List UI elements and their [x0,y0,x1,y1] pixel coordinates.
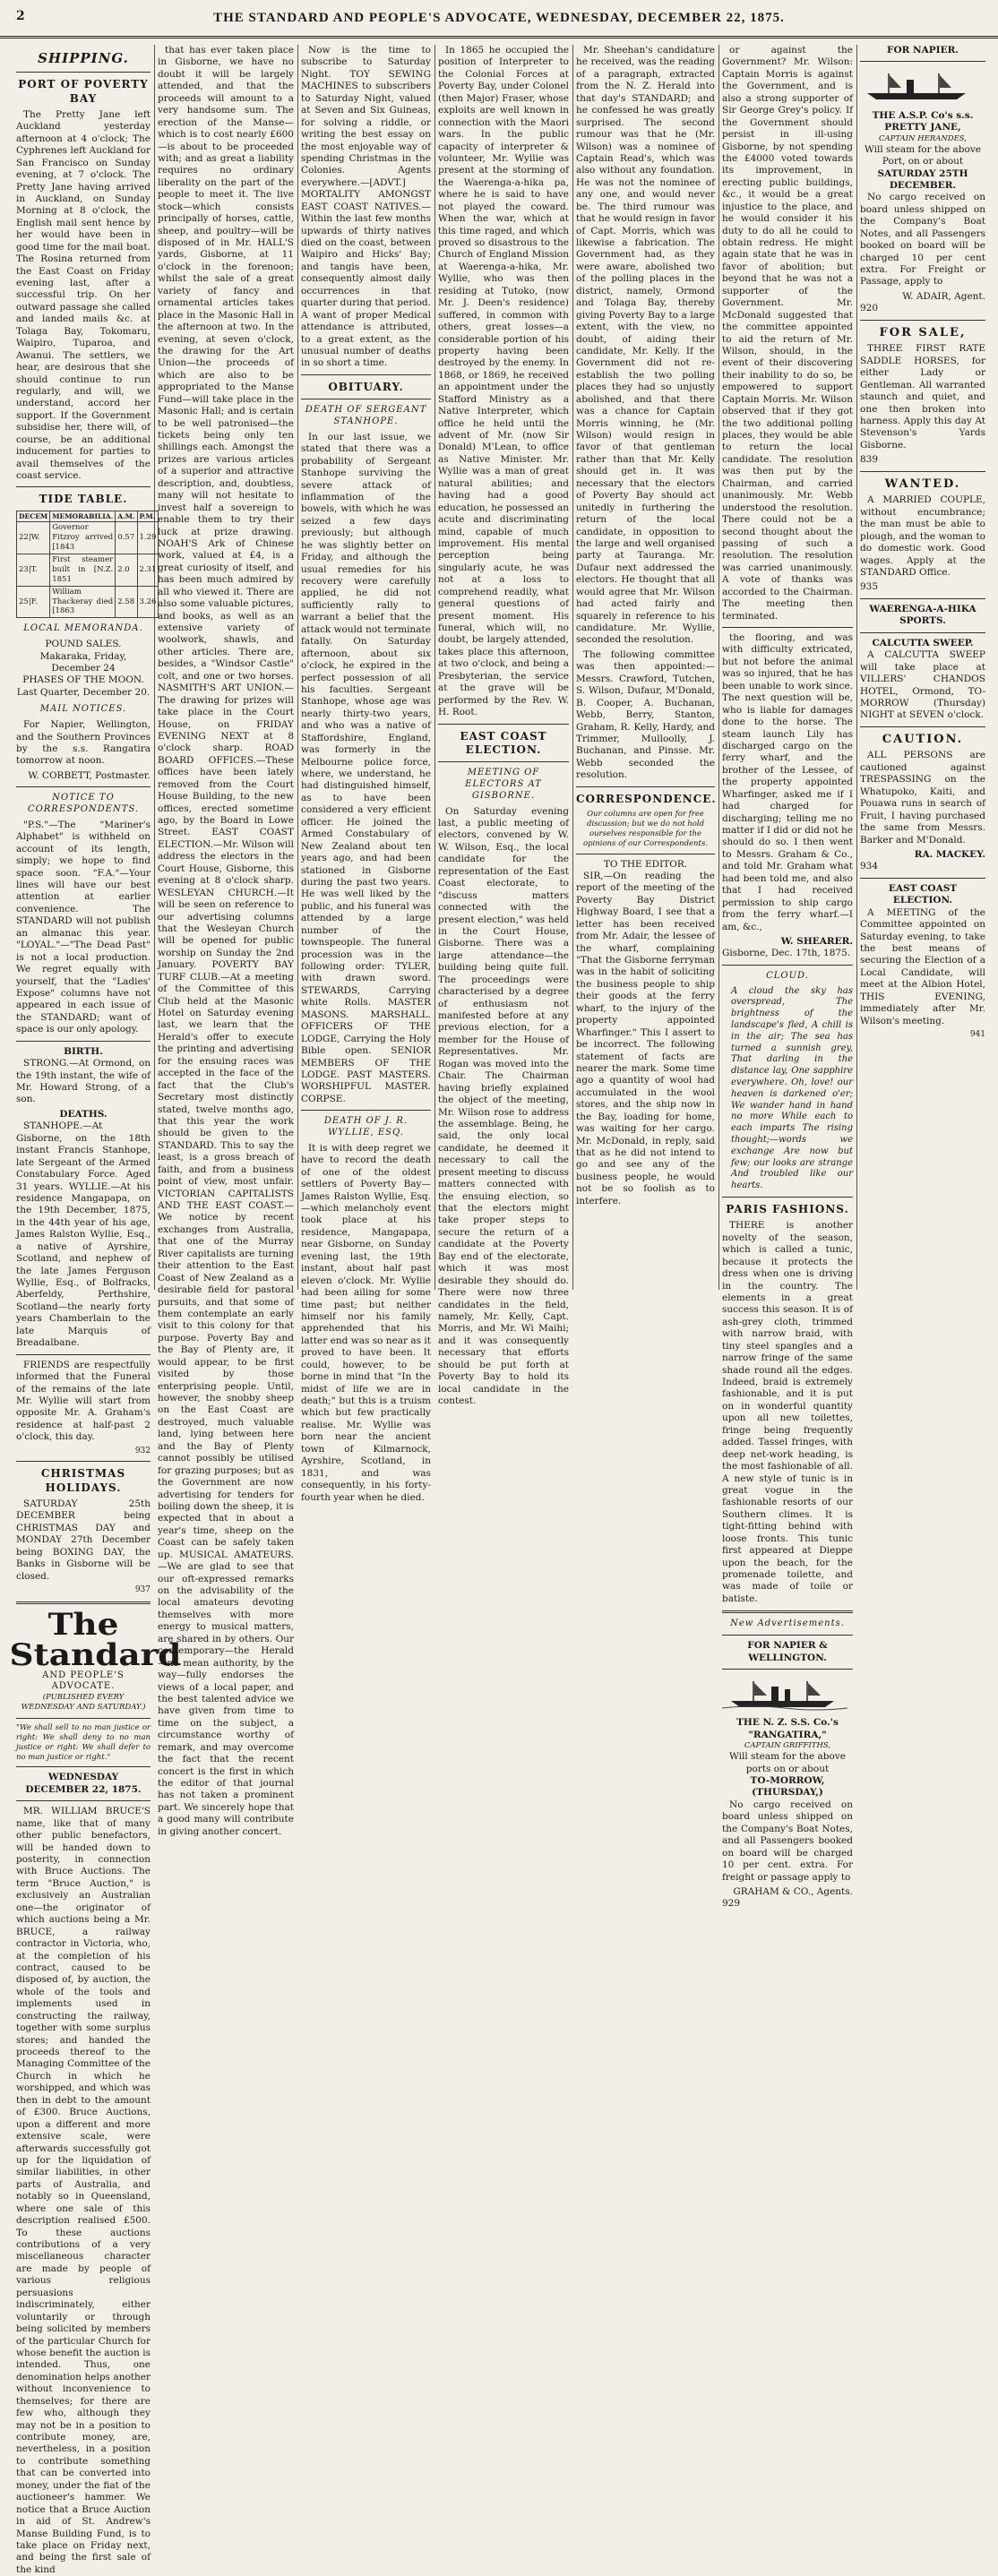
tide-col-header: MEMORABILIA. [50,511,116,522]
shipping-heading: SHIPPING. [38,50,129,66]
column-4 [438,45,569,1407]
column-rule [297,45,298,1290]
column-4-text: In 1865 he occupied the position of Interpreter to the Colonial Forces at Poverty Bay, under Colonel (then Major) Fraser, whose exploits are well known in connection with the Maori wars. In the public capacity of interpreter & volunteer, Mr. Wyllie was present at the storming of the Waerenga-a-hika pa, where he is said to have not played the coward. When the war, which at this time raged, and which proved so disastrous to the Church of England Mission at Waerenga-a-hika, Mr. Wyllie, who was then residing at Tutoko, (now Mr. J. Deen's residence) suffered, in common with others, great losses—a considerable portion of his property having been destroyed by the enemy. In 1868, or 1869, he received an appointment under the Stafford Ministry as a Native Interpreter, which office he held until the advent of Mr. (now Sir Donald) M'Lean, to office as Native Minister. Mr. Wyllie was a man of great natural abilities; and having had a good education, he possessed an acute and discriminating mind, capable of much improvement. His mental perception being singularly acute, he was not at a loss to comprehend readily, what general questions of present moment. His funeral, which will, no doubt, be largely attended, takes place this afternoon, at two o'clock, and being a Presbyterian, the service at the grave will be performed by the Rev. W. H. Root. [438,45,569,718]
steamship-icon [860,70,976,102]
sweep-heading: CALCUTTA SWEEP. [872,637,974,648]
rangatira-captain: CAPTAIN GRIFFITHS, [744,1741,831,1751]
poem-heading: CLOUD. [766,970,809,981]
column-2 [158,45,294,1837]
obituary-heading: OBITUARY. [328,380,404,393]
dateline: WEDNESDAY DECEMBER 22, 1875. [25,1772,142,1795]
pound-sales-text: Makaraka, Friday, December 24 [39,650,127,674]
local-memoranda-heading: LOCAL MEMORANDA. [23,623,143,634]
tide-table [16,511,159,618]
correspondence-heading: CORRESPONDENCE. [576,792,717,805]
paper-name: The Standard [9,1606,182,1673]
election-text: On Saturday evening last, a public meeting of electors, convened by W. W. Wilson, Esq., the local candidate for the representation of the East Coast electorate, to "discuss matters connected with the present election," was held in the Court House, Gisborne. There was a large attendance—the building being quite full. The proceedings were characterised by a degree of enthusiasm not manifested before at any previous election, for a member for the House of Representatives. Mr. Rogan was moved into the Chair. The Chairman having briefly explained the object of the meeting, Mr. Wilson rose to address the assemblage. Being, he said, the only local candidate, he deemed it necessary to call the present meeting to discuss matters connected with the ensuing election, so that the electors might take proper steps to secure the return of a candidate at the Poverty Bay end of the electorate, which it was most desirable they should do. There were now three candidates in the field, namely, Mr. Kelly, Capt. Morris, and Mr. Wi Maihi; and it was consequently necessary that efforts should be put forth at Poverty Bay to hold its local candidate in the contest. [438,805,569,1407]
phases-heading: PHASES OF THE MOON. [22,674,144,686]
ad-number: 937 [134,1585,151,1595]
stanhope-text: In our last issue, we stated that there was a probability of Sergeant Stanhope surviving the severe attack of inflammation of the bowels, with which he was seized a few days previously; but although he was slightly better on Friday, and although the usual remedies for his recovery were carefully applied, he did not sufficiently rally to warrant a belief that the attack would not terminate fatally. On Saturday afternoon, about six o'clock, he expired in the perfect possession of all his faculties. Sergeant Stanhope, whose age was nearly thirty-two years, and who was a native of Staffordshire, England, was formerly in the Melbourne police force, where, we understand, he had distinguished himself, as to have been considered a very efficient officer. He joined the Armed Constabulary of New Zealand about ten years ago, and had been stationed in Gisborne during the past two years. He was well liked by the public, and his funeral was attended by a large number of the townspeople. The funeral procession was in the following order: TYLER, with drawn sword. STEWARDS, Carrying white Rolls. MASTER MASONS. MARSHALL. OFFICERS OF THE LODGE, Carrying the Holy Bible open. SENIOR MEMBERS OF THE LODGE. PAST MASTERS. WORSHIPFUL MASTER. CORPSE. [301,431,431,1104]
new-ads-heading: New Advertisements. [730,1619,845,1629]
tide-heading: TIDE TABLE. [39,493,128,506]
election-ad-text: A MEETING of the Committee appointed on Saturday evening, to take the best means of securing the Election of a Local Candidate, will meet at the Albion Hotel, THIS EVENING, immediately after Mr. Wilson's meeting. [860,906,985,1026]
election-ad-heading: EAST COAST ELECTION. [888,882,958,906]
mail-signature: W. CORBETT, Postmaster. [28,769,151,781]
ad-number: 920 [860,303,879,314]
phases-text: Last Quarter, December 20. [16,686,151,698]
paper-subtitle: AND PEOPLE'S ADVOCATE. [42,1670,125,1692]
leader-article: MR. WILLIAM BRUCE'S name, like that of many other public benefactors, will be handed down to posterity, in connection with Bruce Auctions. The term "Bruce Auction," is exclusively an Australian one—the originator of which auctions being a Mr. BRUCE, a railway contractor in Victoria, who, at the completion of his contract, caused to be disposed of, by auction, the whole of the tools and implements used in constructing the railway, together with some surplus stores; and handed the proceeds thereof to the Managing Committee of the Church in which he worshipped, and which was then in debt to the amount of £300. Bruce Auctions, upon a different and more extensive scale, were afterwards successfully got up for the liquidation of similar liabilities, in other parts of Australia, and notably so in Queensland, where one sale of this description realised £500. To these auctions contributions of a very miscellaneous character are made by people of various religious persuasions indiscriminately, either voluntarily or through being solicited by members of the particular Church for whose benefit the auction is intended. Thus, one denomination helps another without inconvenience to themselves; for there are few who, although they may not be in a position to contribute money, are, nevertheless, in a position to contribute something that can be converted into money, under the fiat of the auctioneer's hammer. We notice that a Bruce Auction in aid of St. Andrew's Manse Building Fund, is to take place on Friday next, and being the first sale of the kind [16,1806,151,2575]
column-5 [576,45,715,1290]
pound-sales-heading: POUND SALES. [45,639,122,650]
deaths-heading: DEATHS. [59,1108,108,1120]
mail-heading: MAIL NOTICES. [39,704,127,715]
column-6-text: or against the Government? Mr. Wilson: Captain Morris is against the Government, and is also a strong supporter of Sir George Grey's policy. If the Government should persist in ill-using Gisborne, by not spending the £4000 voted towards its improvement, in erecting public buildings, &c., it would be a great injustice to the place, and he would consider it his duty to do all he could to obtain redress. He might again state that he was in favor of abolition; but beyond that he was not a supporter of the Government. Mr. McDonald suggested that the committee appointed to aid the return of Mr. Wilson, should, in the event of their discovering their inability to do so, be empowered to support Captain Morris. Mr. Wilson observed that if they got the two additional polling places, they would be able to return the local candidate. The resolution was then put by the Chairman, and carried unanimously. Mr. Webb understood the resolution. There could not be a second thought about the passing of such a resolution. The resolution was carried unanimously. A vote of thanks was accorded to the Chairman. The meeting then terminated. [722,45,853,622]
sports-heading: WAERENGA-A-HIKA SPORTS. [869,603,976,627]
letter-place: Gisborne, Dec. 17th, 1875. [722,948,851,959]
caution-text: ALL PERSONS are cautioned against TRESPASSING on the Whatupoko, Kaiti, and Pouawa runs in search of Fruit, I having purchased the same from Messrs. Barker and M'Donald. [860,750,985,846]
for-sale-text: THREE FIRST RATE SADDLE HORSES, for either Lady or Gentleman. All warranted staunch and quiet, and one then broken into harness. Apply this day At Stevenson's Yards Gisborne. [860,343,985,451]
masthead [0,0,998,39]
rangatira-notice: No cargo received on board unless shipped on the Company's Boat Notes, and all Passengers booked on board will be charged 10 per cent. extra. For freight or passage apply to [722,1799,853,1883]
caution-signature: RA. MACKEY. [914,848,985,860]
paris-heading: PARIS FASHIONS. [726,1202,849,1215]
table-row: 22|W. Governor Fitzroy arrived [1843 0.57 1.29 [17,522,159,554]
for-sale-heading: FOR SALE, [879,325,967,339]
column-rule [718,45,719,1290]
column-rule [434,45,435,1290]
to-editor: TO THE EDITOR. [603,858,688,870]
ad-number: 941 [969,1030,985,1040]
column-3 [301,45,431,1503]
christmas-text: SATURDAY 25th DECEMBER being CHRISTMAS DAY and MONDAY 27th December being BOXING DAY, the Banks in Gisborne will be closed. [16,1498,151,1582]
ad-number: 935 [860,581,879,593]
letter-signature: W. SHEARER. [780,935,853,947]
funeral-notice: FRIENDS are respectfully informed that the Funeral of the remains of the late Mr. Wyllie will start from opposite Mr. A. Graham's residence at half-past 2 o'clock, this day. [16,1359,151,1443]
paper-motto: "We shall sell to no man justice or right: We shall deny to no man justice or right: We shall defer to no man justice or right." [16,1722,151,1762]
notice-heading: NOTICE TO CORRESPONDENTS. [27,793,140,815]
pretty-jane-ship: THE A.S.P. Co's s.s. PRETTY JANE, [872,109,974,133]
rangatira-ship: THE N. Z. S.S. Co.'s "RANGATIRA," [736,1717,839,1740]
stanhope-heading: DEATH OF SERGEANT STANHOPE. [305,405,427,426]
rangatira-text: Will steam for the above ports on or about [729,1751,846,1774]
tide-col-header: P.M. [137,511,159,522]
wyllie-heading: DEATH OF J. R. WYLLIE, ESQ. [323,1116,409,1138]
pretty-jane-notice: No cargo received on board unless shipped on the Company's Boat Notes, and all Passengers booked on board will be charged 10 per cent extra. For Freight or Passage, apply to [860,192,985,288]
letter-text: SIR,—On reading the report of the meeting of the Poverty Bay District Highway Board, I see that a letter has been received from Mr. Adair, the lessee of the wharf, complaining "That the Gisborne ferryman was in the habit of soliciting the business people to ship their goods at the ferry wharf, to the injury of the property appointed Wharfinger." This I assert to be incorrect. The following statement of facts are nearer the mark. Some time ago a quantity of wool had accumulated in the wool stores, and the ship now in the Bay, loading for home, was waiting for her cargo. Mr. McDonald, in reply, said that as he did not intend to go and see any of the business people, he would not be so foolish as to interfere. [576,870,715,1206]
birth-text: STRONG.—At Ormond, on the 19th instant, the wife of Mr. Howard Strong, of a son. [16,1058,151,1105]
pretty-jane-text: Will steam for the above Port, on or about [865,143,981,167]
pretty-jane-captain: CAPTAIN HERANDES, [878,133,968,143]
wanted-text: A MARRIED COUPLE, without encumbrance; the man must be able to plough, and the woman to do domestic work. Good wages. Apply at the STANDARD Office. [860,494,985,578]
birth-heading: BIRTH. [64,1045,103,1057]
column-3-news: Now is the time to subscribe to Saturday Night. TOY SEWING MACHINES to subscribers to Saturday Night, valued at Seven and Six Guineas, for solving a riddle, or writing the best essay on the most enjoyable way of spending Christmas in the Colonies. Agents everywhere.—[ADVT.] MORTALITY AMONGST EAST COAST NATIVES.—Within the last few months upwards of thirty natives died on the coast, between Waipiro and Hicks' Bay; and tangis have been, consequently almost daily occurrences in that quarter during that period. A want of proper Medical attendance is attributed, to a great extent, as the unusual number of deaths in so short a time. [301,45,431,369]
table-row: 23|T. First steamer built in [N.Z. 1851 2.0 2.31 [17,554,159,587]
page-number: 2 [16,9,25,23]
ad-number: 839 [860,454,879,466]
column-1 [9,45,182,2575]
rangatira-date: TO-MORROW, (THURSDAY,) [750,1775,825,1799]
table-row: 25|F. William Thackeray died [1863 2.58 3.26 [17,586,159,618]
election-heading: EAST COAST ELECTION. [460,729,547,756]
paper-nameplate [9,1606,182,1713]
pretty-jane-agent: W. ADAIR, Agent. [902,290,985,302]
page-title: THE STANDARD AND PEOPLE'S ADVOCATE, WEDNESDAY, DECEMBER 22, 1875. [213,11,785,25]
pretty-jane-date: SATURDAY 25TH DECEMBER. [877,167,968,191]
poem-text: A cloud the sky has overspread, The brightness of the landscape's fled, A chill is in the air; The sea has turned a sunnish grey, That darling in the distance lay, One sapphire everywhere. Oh, love! our heaven is darkened o'er; We wander hand in hand no more While each to each imparts The rising thought;—words we exchange Are now but few; our looks are strange And troubled like our hearts. [731,985,853,1191]
tide-col-header: DECEM [17,511,50,522]
paper-publication: (PUBLISHED EVERY WEDNESDAY AND SATURDAY.) [21,1693,146,1713]
meeting-heading: MEETING OF ELECTORS AT GISBORNE. [465,768,542,801]
column-rule [856,45,857,1290]
caution-heading: CAUTION. [882,732,964,746]
rangatira-agent: GRAHAM & CO., Agents. [733,1885,853,1897]
correspondence-disclaimer: Our columns are open for free discussion; but we do not hold ourselves responsible for the opinions of our Correspondents. [582,810,709,848]
steamship-icon [722,1678,847,1710]
column-rule [572,45,573,1290]
column-rule [154,45,155,1290]
wanted-heading: WANTED. [884,477,961,491]
notice-text: "P.S."—The "Mariner's Alphabet" is withheld on account of its length, simply; we hope to find space soon. "F.A."—Your lines will have our best attention at earlier convenience. The STANDARD will not publish an almanac this year. "LOYAL."—"The Dead Past" is not a local production. We regret equally with yourself, that the "Ladies' Expose" columns have not appeared in each issue of the STANDARD; want of space is our only apology. [16,819,151,1035]
ad-number: 934 [860,861,879,872]
column-5-text: Mr. Sheehan's candidature he received, was the reading of a paragraph, extracted from the N. Z. Herald into that day's STANDARD; and he confessed he was greatly surprised. The second rumour was that he (Mr. Wilson) was a nominee of Captain Read's, which was also without any foundation. He was not the nominee of any one, and would never be. The third rumour was that he would resign in favor of Capt. Morris, which was likewise a fabrication. The Government had, as they were aware, abolished two of the polling places in the district, namely, Ormond and Tolaga Bay, thereby giving Poverty Bay to a large extent, with the view, no doubt, of aiding their candidate, Mr. Kelly. If the Government did not re-establish the two polling places they had so unjustly abolished, and that there was a chance for Captain Morris winning, he (Mr. Wilson) would resign in favor of that gentleman rather than that Mr. Kelly should get in. It was necessary that the electors of Poverty Bay should act unitedly in furthering the return of the local candidate, in opposition to the large and well organised party at Tauranga. Mr. Dufaur next addressed the electors. He thought that all would agree that Mr. Wilson had acted fairly and squarely in reference to his candidature. Mr. Wyllie, seconded the resolution. [576,45,715,646]
christmas-heading: CHRISTMAS HOLIDAYS. [40,1467,126,1494]
mail-text: For Napier, Wellington, and the Southern Provinces by the s.s. Rangatira tomorrow at noon. [16,719,151,767]
for-napier-heading: FOR NAPIER. [887,45,959,56]
shipping-text: The Pretty Jane left Auckland yesterday afternoon at 4 o'clock; The Cyphrenes left Auckland for San Francisco on Sunday evening, at 7 o'clock. The Pretty Jane having arrived in Auckland, on Sunday Morning at 8 o'clock, the English mail sent hence by her would have been in good time for the mail boat. The Rosina returned from the East Coast on Friday evening last, after a successful trip. On her outward passage she called and landed mails &c. at Tolaga Bay, Tokomaru, Waipiro, Tuparoa, and Awanui. The settlers, we hear, are desirous that she should continue to run regularly, and will, we understand, accord her support. If the Government subsidise her, there will, of course, be an additional inducement for parties to avail themselves of the coast service. [16,108,151,482]
column-6 [722,45,853,1910]
column-2-text: that has ever taken place in Gisborne, we have no doubt it will be largely attended, and that the proceeds will amount to a very handsome sum. The erection of the Manse—which is to cost nearly £600—is about to be proceeded with; and as great a liability requires no ordinary liberality on the part of the people to meet it. The live stock—which consists principally of horses, cattle, sheep, and poultry—will be disposed of in Mr. HALL'S yards, Gisborne, at 11 o'clock in the forenoon; whilst the sale of a great variety of fancy and ornamental articles takes place in the Masonic Hall in the afternoon at two. In the evening, at seven o'clock, the drawing for the Art Union—the proceeds of which are also to be appropriated to the Manse Fund—will take place in the Masonic Hall; and is certain to be well patronised—the tickets being only ten shillings each. Amongst the prizes are various articles of a superior and attractive description, and, doubtless, many will not hesitate to invest half a sovereign to enable them to try their luck at prize drawing. NOAH'S Ark of Chinese work, valued at £4, is a great curiosity of itself, and has been much admired by all who viewed it. There are also some valuable pictures, and books, as well as an extensive variety of woolwork, shawls, and other articles. There are, besides, a "Windsor Castle" colt, and one or two horses. NASMITH'S ART UNION.—The drawing for prizes will take place in the Court House, on FRIDAY EVENING NEXT at 8 o'clock sharp. ROAD BOARD OFFICES.—These offices have been lately removed from the Court House Building, to the new offices, erected sometime ago, by the Board in Lowe Street. EAST COAST ELECTION.—Mr. Wilson will address the electors in the Court House, Gisborne, this evening at 8 o'clock sharp. WESLEYAN CHURCH.—It will be seen on reference to our advertising columns that the Wesleyan Church will be opened for public worship on Sunday the 2nd January. POVERTY BAY TURF CLUB.—At a meeting of the Committee of this Club held at the Masonic Hotel on Saturday evening last, we learn that the Herald's offer to execute the printing and advertising for the ensuing races was accepted in the face of the fact that the Club's Secretary most distinctly stated, twelve months ago, that this year the work should be given to the STANDARD. This to say the least, is a gross breach of faith, and from a business point of view, most unfair. VICTORIAN CAPITALISTS AND THE EAST COAST.—We notice by recent exchanges from Australia, that one of the Murray River capitalists are turning their attention to the East Coast of New Zealand as a desirable field for pastoral pursuits, and that some of them contemplate an early visit to this colony for that purpose. Poverty Bay and the Bay of Plenty are, it would appear, to be first visited by those enterprising people. Until, however, the snobby sheep on the East Coast are destroyed, much valuable land, lying between here and the Bay of Plenty cannot possibly be utilised for grazing purposes; but as the Government are now advertising for tenders for boiling down the sheep, it is expected that in about a year's time, sheep on the Coast can be safely taken up. MUSICAL AMATEURS.—We are glad to see that our oft-expressed remarks on the advisability of the local amateurs devoting themselves with more energy to musical matters, are shared in by others. Our contemporary—the Herald—no mean authority, by the way—fully endorses the views of a local paper, and the best talented advice we have given from time to time on the subject, a circumstance worthy of remark, and may overcome the fact that the recent concert is the first in which the editor of that journal has not taken a prominent part. We sincerely hope that a good many will contribute in giving another concert. [158,45,294,1837]
column-7 [860,45,985,1290]
napier-ad-heading: FOR NAPIER & WELLINGTON. [747,1640,828,1663]
port-heading: PORT OF POVERTY BAY [18,78,149,105]
letter-continued: the flooring, and was with difficulty extricated, but not before the animal was so injured, that he has been unable to work since. The next question will be, who is liable for damages done to the horse. The steam launch Lily has discharged cargo on the ferry wharf, and the brother of the Lessee, of the property appointed Wharfinger, asked me if I had charged for discharging; telling me no matter if I did or did not he should do so. I then went to Messrs. Graham & Co., and told Mr. Graham what had been told me, and also that I had received permission to ship cargo from the ferry wharf.—I am, &c., [722,632,853,932]
deaths-text: STANHOPE.—At Gisborne, on the 18th instant Francis Stanhope, late Sergeant of the Armed Constabulary Force. Aged 31 years. WYLLIE.—At his residence Mangapapa, on the 19th December, 1875, in the 44th year of his age, James Ralston Wyllie, Esq., a native of Ayrshire, Scotland, and nephew of the late James Ferguson Wyllie, Esq., of Bolfracks, Aberfeldy, Perthshire, Scotland—the nearly forty years Chamberlain to the late Marquis of Breadalbane. [16,1121,151,1349]
ad-number: 929 [722,1898,741,1910]
ad-number: 932 [134,1446,151,1455]
paris-text: THERE is another novelty of the season, which is called a tunic, because it protects the dress when one is driving in the country. The elements in a great success this season. It is of ash-grey cloth, trimmed with narrow braid, with tiny steel spangles and a narrow fringe of the same shade round all the edges. Indeed, braid is extremely fashionable, and it is put on in wonderful quantity upon all new toilettes, fringe being frequently added. Tassel fringes, with deep net-work heading, is the most fashionable of all. A new style of tunic is in great vogue in the fashionable resorts of our Southern climes. It is tight-fitting behind with loose fronts. This tunic first appeared at Dieppe upon the beach, for the promenade toilette, and was made of toile or batiste. [722,1220,853,1604]
sweep-text: A CALCUTTA SWEEP will take place at VILLERS' CHANDOS HOTEL, Ormond, TO-MORROW (Thursday) NIGHT at SEVEN o'clock. [860,649,985,721]
tide-col-header: A.M. [116,511,137,522]
wyllie-text: It is with deep regret we have to record the death of one of the oldest settlers of Poverty Bay—James Ralston Wyllie, Esq.—which melancholy event took place at his residence, Mangapapa, near Gisborne, on Sunday evening last, the 19th instant, about half past eleven o'clock. Mr. Wyllie had been ailing for some time past; but neither himself nor his family apprehended that his latter end was so near as it proved to have been. It could, however, to be borne in mind that "In the midst of life we are in death;" but this is a truism which but few practically realise. Mr. Wyllie was born near the ancient town of Kilmarnock, Ayrshire, Scotland, in 1831, and was consequently, in his forty-fourth year when he died. [301,1142,431,1503]
resolution-text: The following committee was then appointed:—Messrs. Crawford, Tutchen, S. Wilson, Dufaur, M'Donald, B. Cooper, A. Buchanan, Webb, Berry, Stanton, Graham, R. Kelly, Hardy, and Trimmer, Mulloolly, J. Buchanan, and Pinsse. Mr. Webb seconded the resolution. [576,648,715,781]
